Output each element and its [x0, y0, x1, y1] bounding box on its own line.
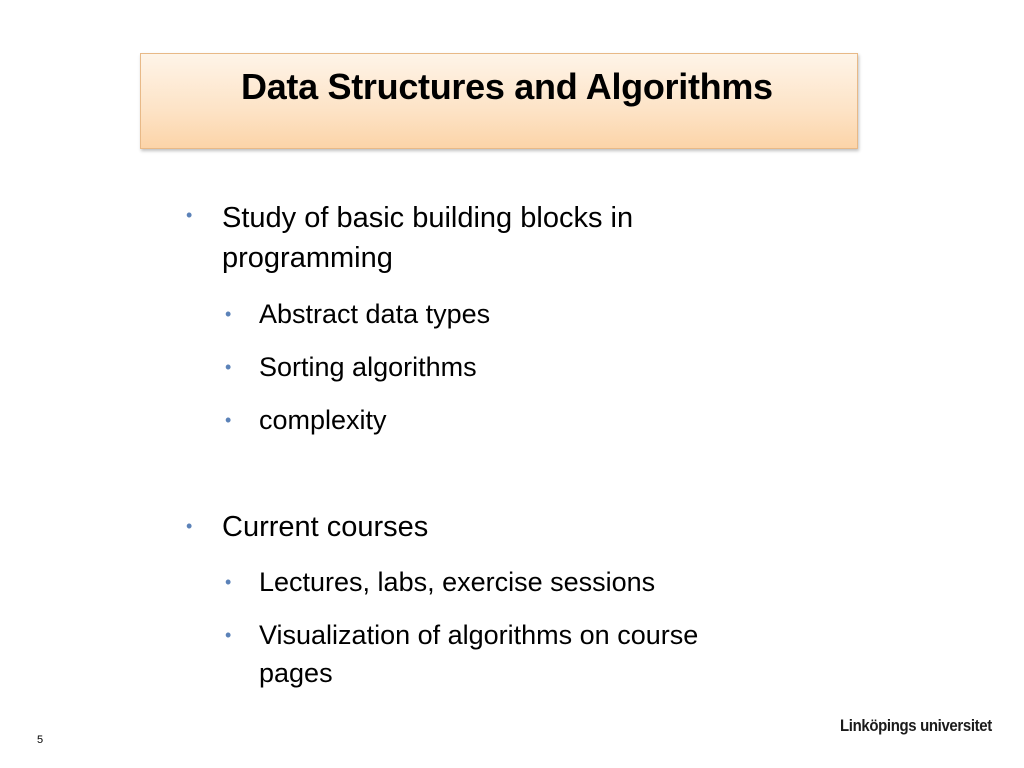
bullet-icon: • [186, 205, 193, 225]
bullet-icon: • [225, 572, 232, 592]
bullet-icon: • [225, 357, 232, 377]
bullet-level2-complexity: complexity [259, 405, 387, 435]
bullet-level2-visualization: Visualization of algorithms on course pages [259, 620, 699, 688]
bullet-level2-lectures: Lectures, labs, exercise sessions [259, 567, 656, 597]
bullet-level2-abstract-data-types: Abstract data types [259, 299, 491, 329]
university-logo: Linköpings universitet [840, 716, 992, 735]
bullet-level2-sorting-algorithms: Sorting algorithms [259, 352, 477, 382]
bullet-icon: • [225, 304, 232, 324]
bullet-icon: • [225, 410, 232, 430]
slide-title: Data Structures and Algorithms [241, 66, 773, 107]
slide-number: 5 [37, 734, 44, 746]
bullet-level1-study: Study of basic building blocks in programming [222, 202, 634, 274]
bullet-icon: • [186, 516, 193, 536]
bullet-level1-current-courses: Current courses [222, 511, 429, 543]
bullet-icon: • [225, 625, 232, 645]
